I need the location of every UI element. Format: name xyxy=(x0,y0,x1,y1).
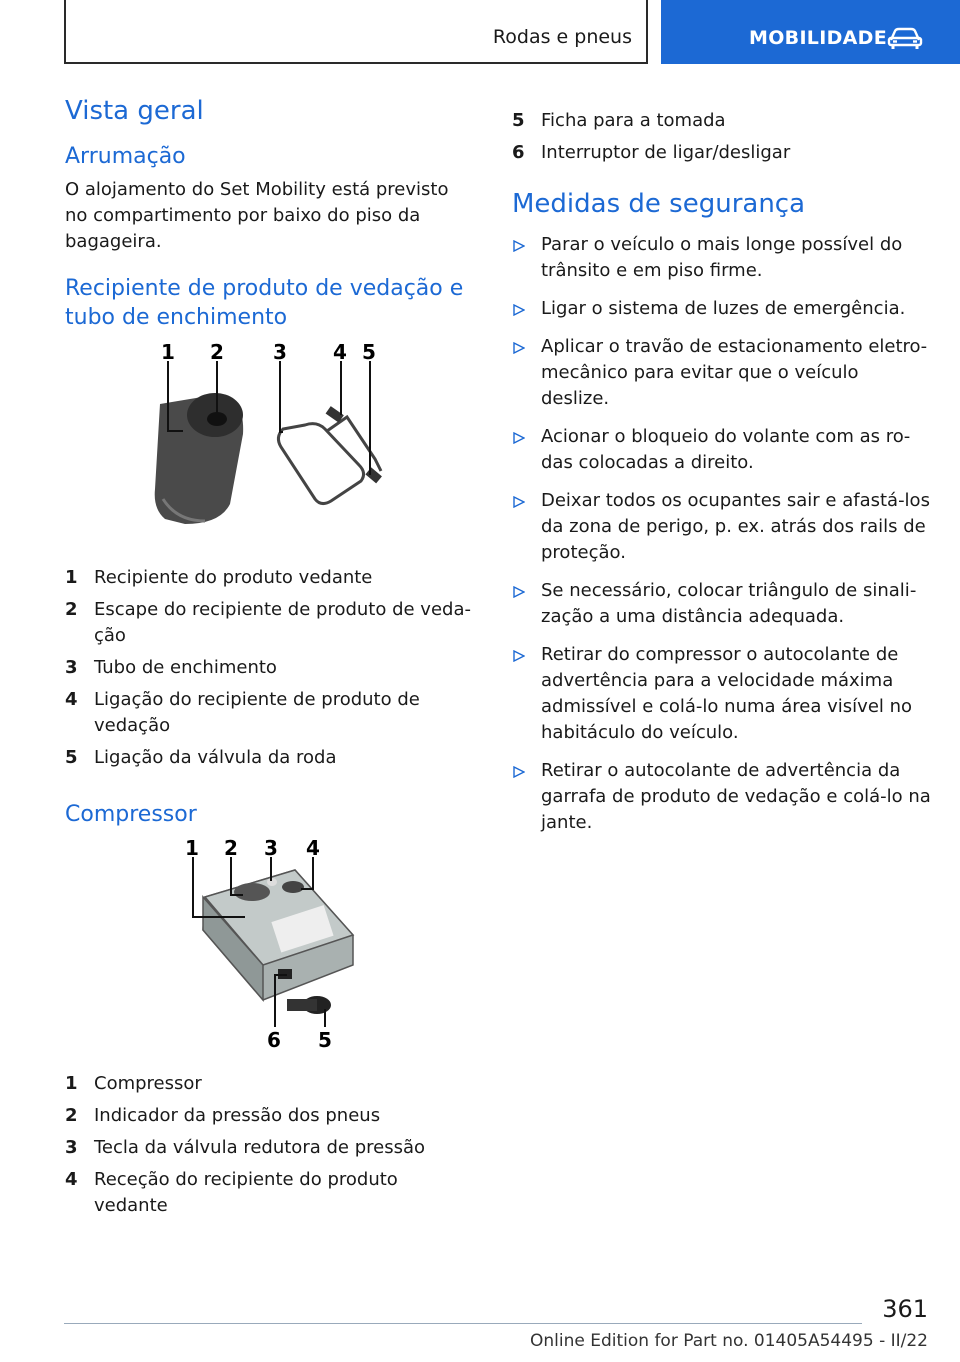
item-number: 6 xyxy=(512,142,525,163)
item-number: 4 xyxy=(65,1169,78,1191)
section-box xyxy=(64,0,648,64)
list-item xyxy=(512,108,932,134)
item-text: Indicador da pressão dos pneus xyxy=(94,1105,381,1127)
triangle-bullet-icon xyxy=(513,496,525,508)
page-header xyxy=(0,0,960,66)
bullet-text: Retirar do compressor o autocolante de advertência para a velocidade máxima admissível e colá-lo numa área visível no habitáculo do veículo. xyxy=(541,643,913,743)
list-item xyxy=(65,1135,475,1161)
footer-divider xyxy=(64,1323,862,1324)
list-item xyxy=(65,565,475,591)
figure-label: 4 xyxy=(306,836,320,861)
safety-heading: Medidas de segurança xyxy=(512,189,806,219)
item-text: Interruptor de ligar/desligar xyxy=(541,142,791,163)
list-item xyxy=(65,655,475,681)
figure-label: 5 xyxy=(362,339,376,364)
item-text: Ligação da válvula da roda xyxy=(94,746,337,768)
item-text: Ligação do recipiente de produto de vedação xyxy=(94,688,420,736)
bullet-item xyxy=(512,488,932,566)
left-column xyxy=(65,95,475,1241)
compressor-heading: Compressor xyxy=(65,801,197,827)
triangle-bullet-icon xyxy=(513,342,525,354)
triangle-bullet-icon xyxy=(513,240,525,252)
triangle-bullet-icon xyxy=(513,432,525,444)
bullet-item xyxy=(512,296,932,322)
bullet-item xyxy=(512,424,932,476)
safety-list xyxy=(512,232,932,836)
triangle-bullet-icon xyxy=(513,586,525,598)
bullet-item xyxy=(512,232,932,284)
bullet-item xyxy=(512,334,932,412)
compressor-parts-list xyxy=(65,1071,475,1219)
bullet-text: Aplicar o travão de estacionamento eletromecânico para evitar que o veículo deslize. xyxy=(541,335,928,409)
bullet-text: Ligar o sistema de luzes de emergência. xyxy=(541,297,906,319)
page-number: 361 xyxy=(882,1295,928,1323)
chapter-tab xyxy=(661,0,960,64)
storage-heading: Arrumação xyxy=(65,143,186,169)
item-number: 4 xyxy=(65,688,78,710)
item-text: Tecla da válvula redutora de pressão xyxy=(94,1137,425,1159)
compressor-illustration xyxy=(65,835,475,1055)
list-item xyxy=(65,687,475,739)
bullet-text: Se necessário, colocar triângulo de sinalização a uma distância adequada. xyxy=(541,579,917,627)
triangle-bullet-icon xyxy=(513,766,525,778)
bullet-item xyxy=(512,758,932,836)
list-item xyxy=(65,597,475,649)
item-number: 5 xyxy=(65,746,78,768)
item-number: 1 xyxy=(65,566,78,588)
item-number: 2 xyxy=(65,598,78,620)
compressor-parts-list-continued xyxy=(512,108,932,166)
figure-label: 6 xyxy=(267,1028,281,1053)
chapter-title: MOBILIDADE xyxy=(749,27,888,49)
sealant-kit-drawing xyxy=(65,339,475,549)
item-text: Tubo de enchimento xyxy=(94,656,277,678)
car-icon xyxy=(887,26,923,50)
item-number: 3 xyxy=(65,1137,78,1159)
triangle-bullet-icon xyxy=(513,304,525,316)
section-title: Rodas e pneus xyxy=(492,26,632,48)
bullet-item xyxy=(512,642,932,746)
edition-note: Online Edition for Part no. 01405A54495 - II/22 xyxy=(529,1331,928,1351)
item-text: Receção do recipiente do produto vedante xyxy=(94,1169,398,1217)
compressor-drawing xyxy=(65,835,475,1055)
right-column xyxy=(512,108,932,848)
bullet-item xyxy=(512,578,932,630)
item-number: 2 xyxy=(65,1105,78,1127)
figure-label: 1 xyxy=(161,339,175,364)
figure-label: 4 xyxy=(333,339,347,364)
item-text: Escape do recipiente de produto de vedação xyxy=(94,598,471,646)
item-number: 5 xyxy=(512,110,525,131)
figure-label: 2 xyxy=(224,836,238,861)
sealant-kit-illustration xyxy=(65,339,475,549)
item-number: 1 xyxy=(65,1073,78,1095)
page-title: Vista geral xyxy=(65,96,204,126)
figure-label: 3 xyxy=(264,836,278,861)
container-parts-list xyxy=(65,565,475,771)
list-item xyxy=(65,1103,475,1129)
bullet-text: Deixar todos os ocupantes sair e afastá-los da zona de perigo, p. ex. atrás dos rails de proteção. xyxy=(541,489,930,563)
container-heading: Recipiente de produto de vedação e tubo de enchimento xyxy=(65,276,464,330)
item-text: Recipiente do produto vedante xyxy=(94,566,373,588)
figure-label: 2 xyxy=(210,339,224,364)
figure-label: 1 xyxy=(185,836,199,861)
item-number: 3 xyxy=(65,656,78,678)
bullet-text: Acionar o bloqueio do volante com as rodas colocadas a direito. xyxy=(541,425,911,473)
bullet-text: Parar o veículo o mais longe possível do trânsito e em piso firme. xyxy=(541,233,903,281)
triangle-bullet-icon xyxy=(513,650,525,662)
list-item xyxy=(65,1071,475,1097)
item-text: Compressor xyxy=(94,1073,202,1095)
list-item xyxy=(65,745,475,771)
item-text: Ficha para a tomada xyxy=(541,110,726,131)
figure-label: 5 xyxy=(318,1028,332,1053)
bullet-text: Retirar o autocolante de advertência da garrafa de produto de vedação e colá-lo na jante. xyxy=(541,759,931,833)
storage-text: O alojamento do Set Mobility está previsto no compartimento por baixo do piso da bagageira. xyxy=(65,179,449,253)
figure-label: 3 xyxy=(273,339,287,364)
list-item xyxy=(65,1167,475,1219)
list-item xyxy=(512,140,932,166)
